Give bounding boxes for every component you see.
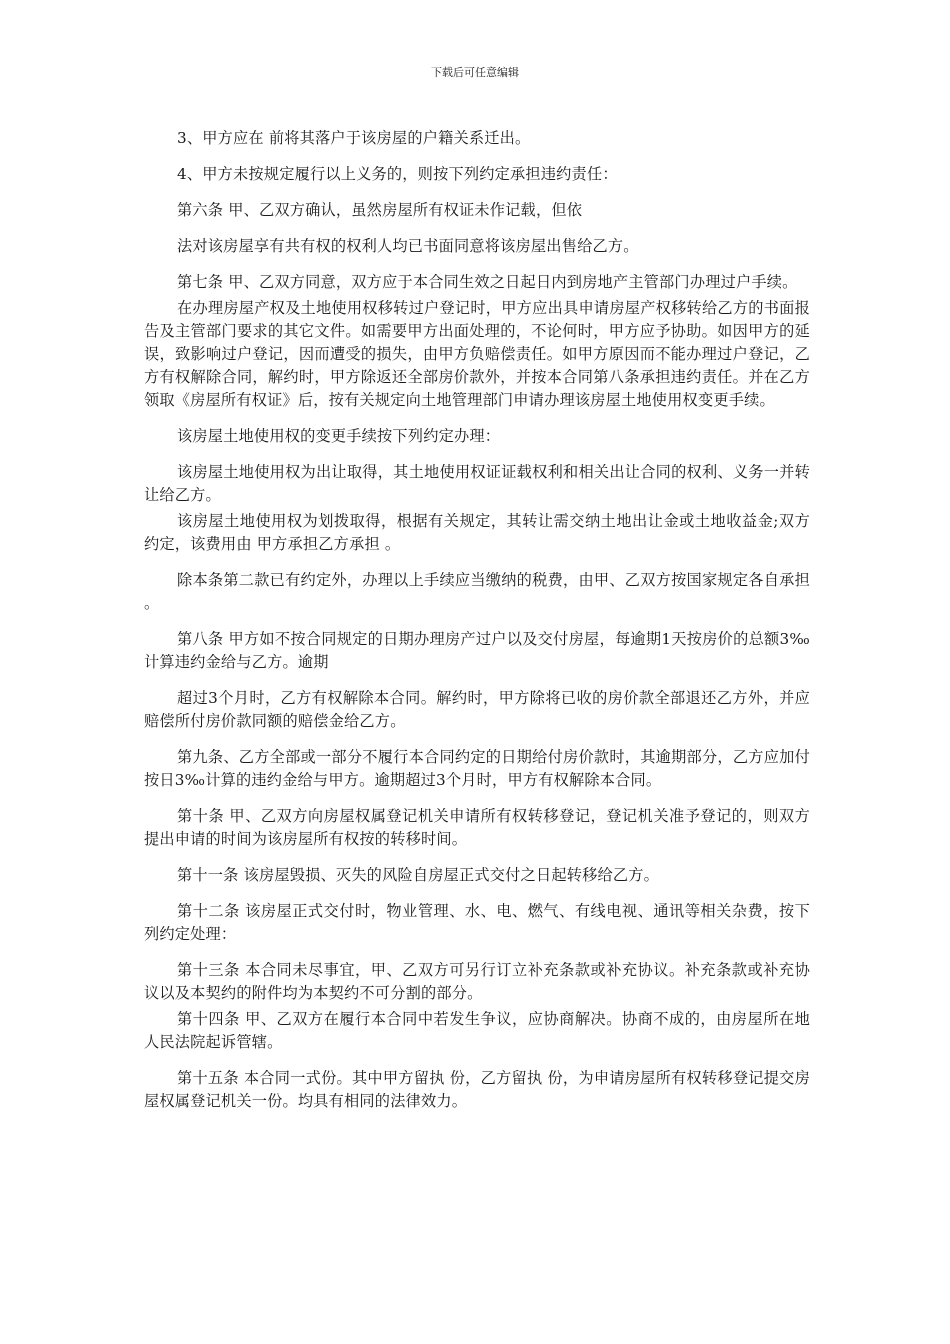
paragraph: 第六条 甲、乙双方确认，虽然房屋所有权证未作记载，但依 [177,201,583,219]
paragraph: 第十条 甲、乙双方向房屋权属登记机关申请所有权转移登记，登记机关准予登记的，则双方提出申请的时间为该房屋所有权按的转移时间。 [144,807,810,848]
paragraph: 该房屋土地使用权为划拨取得，根据有关规定，其转让需交纳土地出让金或土地收益金;双方约定，该费用由 甲方承担乙方承担 。 [144,512,810,553]
paragraph: 第十二条 该房屋正式交付时，物业管理、水、电、燃气、有线电视、通讯等相关杂费，按下列约定处理： [144,902,810,943]
paragraph: 第七条 甲、乙双方同意，双方应于本合同生效之日起日内到房地产主管部门办理过户手续。 [177,273,798,291]
paragraph: 3、甲方应在 前将其落户于该房屋的户籍关系迁出。 [177,129,531,147]
document-body [144,127,810,1113]
paragraph: 法对该房屋享有共有权的权利人均已书面同意将该房屋出售给乙方。 [177,237,639,255]
paragraph: 除本条第二款已有约定外，办理以上手续应当缴纳的税费，由甲、乙双方按国家规定各自承担 。 [144,571,810,612]
paragraph: 第十三条 本合同未尽事宜，甲、乙双方可另行订立补充条款或补充协议。补充条款或补充协议以及本契约的附件均为本契约不可分割的部分。 [144,961,810,1002]
paragraph: 4、甲方未按规定履行以上义务的，则按下列约定承担违约责任： [177,165,618,183]
paragraph: 超过3个月时，乙方有权解除本合同。解约时，甲方除将已收的房价款全部退还乙方外，并应赔偿所付房价款同额的赔偿金给乙方。 [144,689,810,730]
paragraph: 在办理房屋产权及土地使用权移转过户登记时，甲方应出具申请房屋产权移转给乙方的书面报告及主管部门要求的其它文件。如需要甲方出面处理的，不论何时，甲方应予协助。如因甲方的延误，致影响过户登记，因而遭受的损失，由甲方负赔偿责任。如甲方原因而不能办理过户登记，乙方有权解除合同，解约时，甲方除返还全部房价款外，并按本合同第八条承担违约责任。并在乙方领取《房屋所有权证》后，按有关规定向土地管理部门申请办理该房屋土地使用权变更手续。 [144,299,810,409]
paragraph: 第十四条 甲、乙双方在履行本合同中若发生争议，应协商解决。协商不成的，由房屋所在地人民法院起诉管辖。 [144,1010,810,1051]
paragraph: 该房屋土地使用权为出让取得，其土地使用权证证载权利和相关出让合同的权利、义务一并转让给乙方。 [144,463,810,504]
paragraph: 第九条、乙方全部或一部分不履行本合同约定的日期给付房价款时，其逾期部分，乙方应加付按日3‰计算的违约金给与甲方。逾期超过3个月时，甲方有权解除本合同。 [144,748,810,789]
page-header: 下载后可任意编辑 [431,66,519,79]
paragraph: 第十五条 本合同一式份。其中甲方留执 份，乙方留执 份，为申请房屋所有权转移登记提交房屋权属登记机关一份。均具有相同的法律效力。 [144,1069,810,1110]
paragraph: 第十一条 该房屋毁损、灭失的风险自房屋正式交付之日起转移给乙方。 [177,866,660,884]
paragraph: 该房屋土地使用权的变更手续按下列约定办理： [177,427,501,445]
paragraph: 第八条 甲方如不按合同规定的日期办理房产过户以及交付房屋，每逾期1天按房价的总额3‰计算违约金给与乙方。逾期 [144,630,810,671]
